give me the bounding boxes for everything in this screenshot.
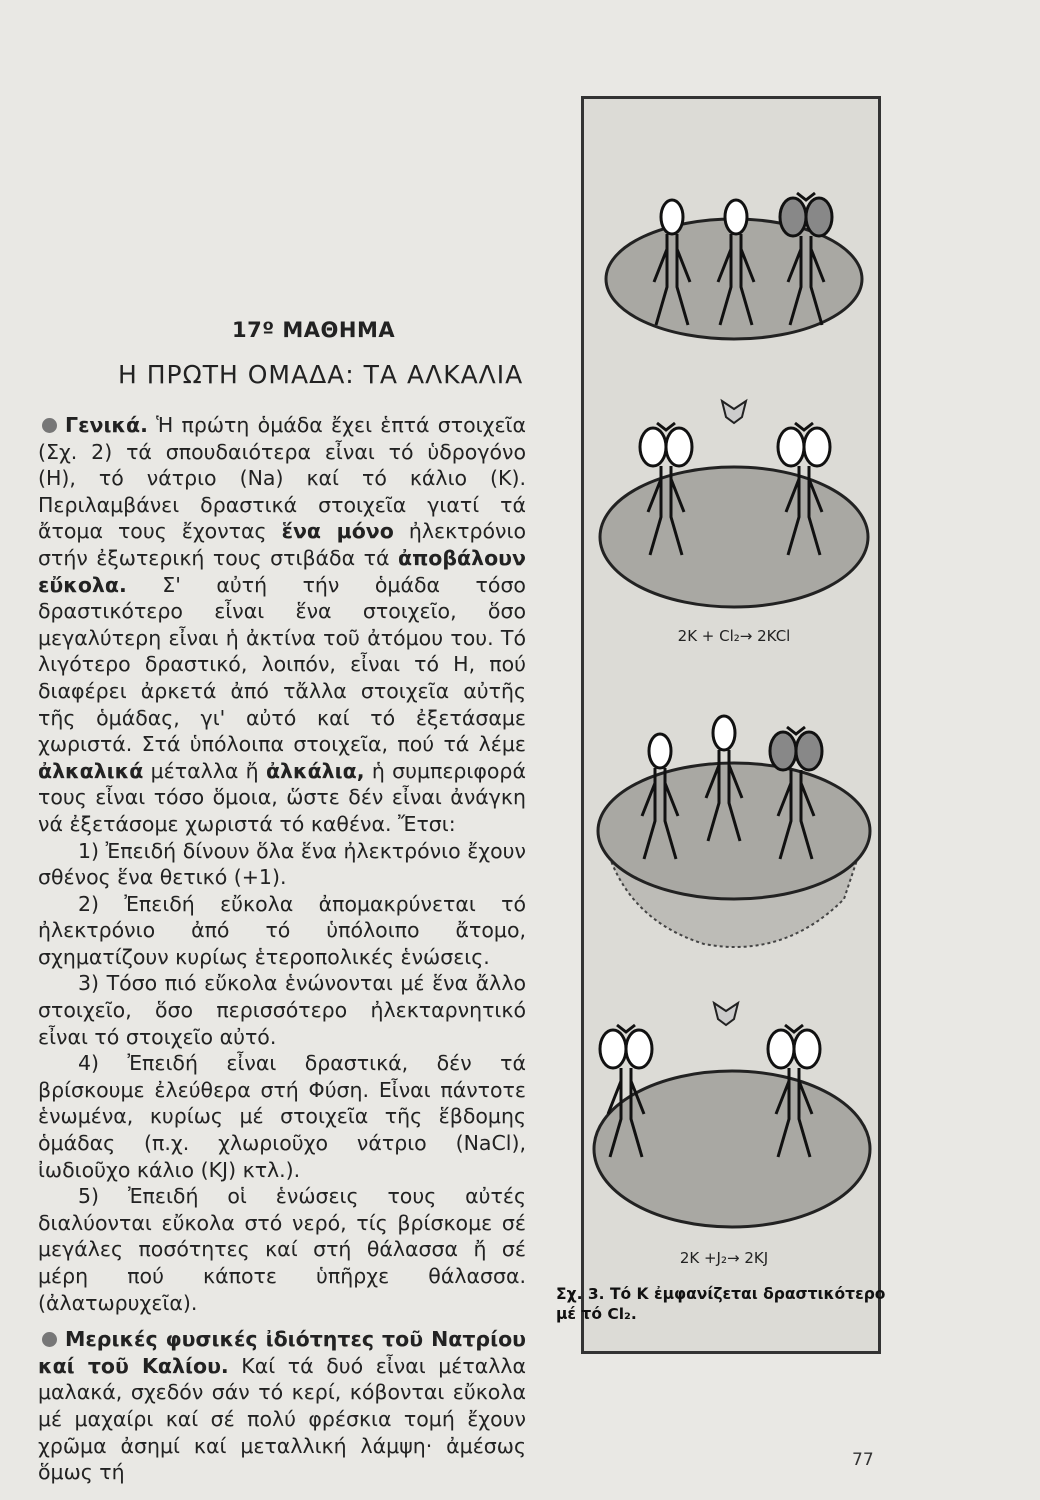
equation-2: 2K +J₂→ 2KJ xyxy=(679,1249,769,1267)
text-run: ἠλεκτρόνιο στήν ἐξωτερική τους στιβάδα τά xyxy=(38,519,526,570)
text-run: Ἡ πρώτη ὁμάδα ἔχει ἑπτά στοιχεῖα (Σχ. 2) τά σπουδαιότερα εἶναι τό ὑδρογόνο (Η), τό νάτριο (Na) καί τό κάλιο (Κ). Περιλαμβάνει δραστικά στοιχεῖα γιατί τά ἄτομα τους ἔχοντας xyxy=(38,413,526,544)
plate-3 xyxy=(598,716,870,947)
text-run-bold: ἀποβάλουν εὔκολα. xyxy=(38,545,526,597)
section-physical-heading: Μερικές φυσικές ἰδιότητες τοῦ Νατρίου καί τοῦ Καλίου. xyxy=(38,1327,526,1378)
text-run-bold: ἕνα μόνο xyxy=(281,519,394,544)
reaction-arrow-icon xyxy=(722,401,746,423)
text-run: Σ' αὐτή τήν ὁμάδα τόσο δραστικότερο εἶναι ἕνα στοιχεῖο, ὅσο μεγαλύτερη εἶναι ἡ ἀκτίνα τοῦ ἀτόμου του. Τό λιγότερο δραστικό, λοιπόν, εἶναι τό Η, πού διαφέρει ἀρκετά ἀπό τἄλλα στοιχεῖα αὐτῆς τῆς ὁμάδας, γι' αὐτό καί τό ἐξετάσαμε χωριστά. Στά ὑπόλοιπα στοιχεῖα, πού τά λέμε xyxy=(38,572,526,757)
bullet-icon xyxy=(42,1332,57,1347)
text-run-bold: ἀλκάλια, xyxy=(265,758,365,783)
section-general-heading: Γενικά. xyxy=(65,413,148,437)
figure-illustration xyxy=(584,99,884,1357)
text-run: Καί τά δυό εἶναι μέταλλα μαλακά, σχεδόν σάν τό κερί, κόβονται εὔκολα μέ μαχαίρι καί σέ πολύ φρέσκια τομή ἔχουν χρῶμα ἀσημί καί μεταλλική λάμψη· ἀμέσως ὅμως τή xyxy=(38,1353,526,1485)
figure-caption: Σχ. 3. Τό Κ ἐμφανίζεται δραστικότερο μέ τό Cl₂. xyxy=(556,1285,886,1323)
plate-4 xyxy=(594,1025,870,1227)
plate-1 xyxy=(606,193,862,339)
section-physical xyxy=(38,1326,526,1486)
list-item: 5) Ἐπειδή οἱ ἑνώσεις τους αὐτές διαλύονται εὔκολα στό νερό, τίς βρίσκομε σέ μεγάλες ποσότητες καί στή θάλασσα ἤ σέ μέρη πού κάποτε ὑπῆρχε θάλασσα. (ἀλατωρυχεῖα). xyxy=(38,1184,526,1315)
text-run: ἡ συμπεριφορά τους εἶναι τόσο ὅμοια, ὥστε δέν εἶναι ἀνάγκη νά ἐξετάσομε χωριστά τό καθένα. Ἔτσι: xyxy=(38,758,526,836)
lesson-title: Η ΠΡΩΤΗ ΟΜΑΔΑ: ΤΑ ΑΛΚΑΛΙΑ xyxy=(118,360,524,389)
lesson-number: 17º ΜΑΘΗΜΑ xyxy=(232,318,396,342)
reaction-arrow-icon xyxy=(714,1003,738,1025)
list-item: 1) Ἐπειδή δίνουν ὅλα ἕνα ἠλεκτρόνιο ἔχουν σθένος ἕνα θετικό (+1). xyxy=(38,838,526,890)
text-run: μέταλλα ἤ xyxy=(150,758,259,783)
bullet-icon xyxy=(42,418,57,433)
section-general xyxy=(38,412,526,838)
text-run-bold: ἀλκαλικά xyxy=(38,758,144,783)
equation-1: 2K + Cl₂→ 2KCl xyxy=(677,627,791,645)
list-item: 2) Ἐπειδή εὔκολα ἀπομακρύνεται τό ἠλεκτρόνιο ἀπό τό ὑπόλοιπο ἄτομο, σχηματίζουν κυρίως ἑτεροπολικές ἑνώσεις. xyxy=(38,891,526,969)
body-text xyxy=(38,412,526,1486)
figure-frame xyxy=(581,96,881,1354)
list-item: 4) Ἐπειδή εἶναι δραστικά, δέν τά βρίσκουμε ἐλεύθερα στή Φύση. Εἶναι πάντοτε ἑνωμένα, κυρίως μέ στοιχεῖα τῆς ἕβδομης ὁμάδας (π.χ. χλωριοῦχο νάτριο (NaCl), ἰωδιοῦχο κάλιο (KJ) κτλ.). xyxy=(38,1051,526,1182)
plate-2 xyxy=(600,423,868,607)
page-number: 77 xyxy=(852,1450,874,1470)
list-item: 3) Τόσο πιό εὔκολα ἑνώνονται μέ ἕνα ἄλλο στοιχεῖο, ὅσο περισσότερο ἠλεκταρνητικό εἶναι τό στοιχεῖο αὐτό. xyxy=(38,971,526,1049)
